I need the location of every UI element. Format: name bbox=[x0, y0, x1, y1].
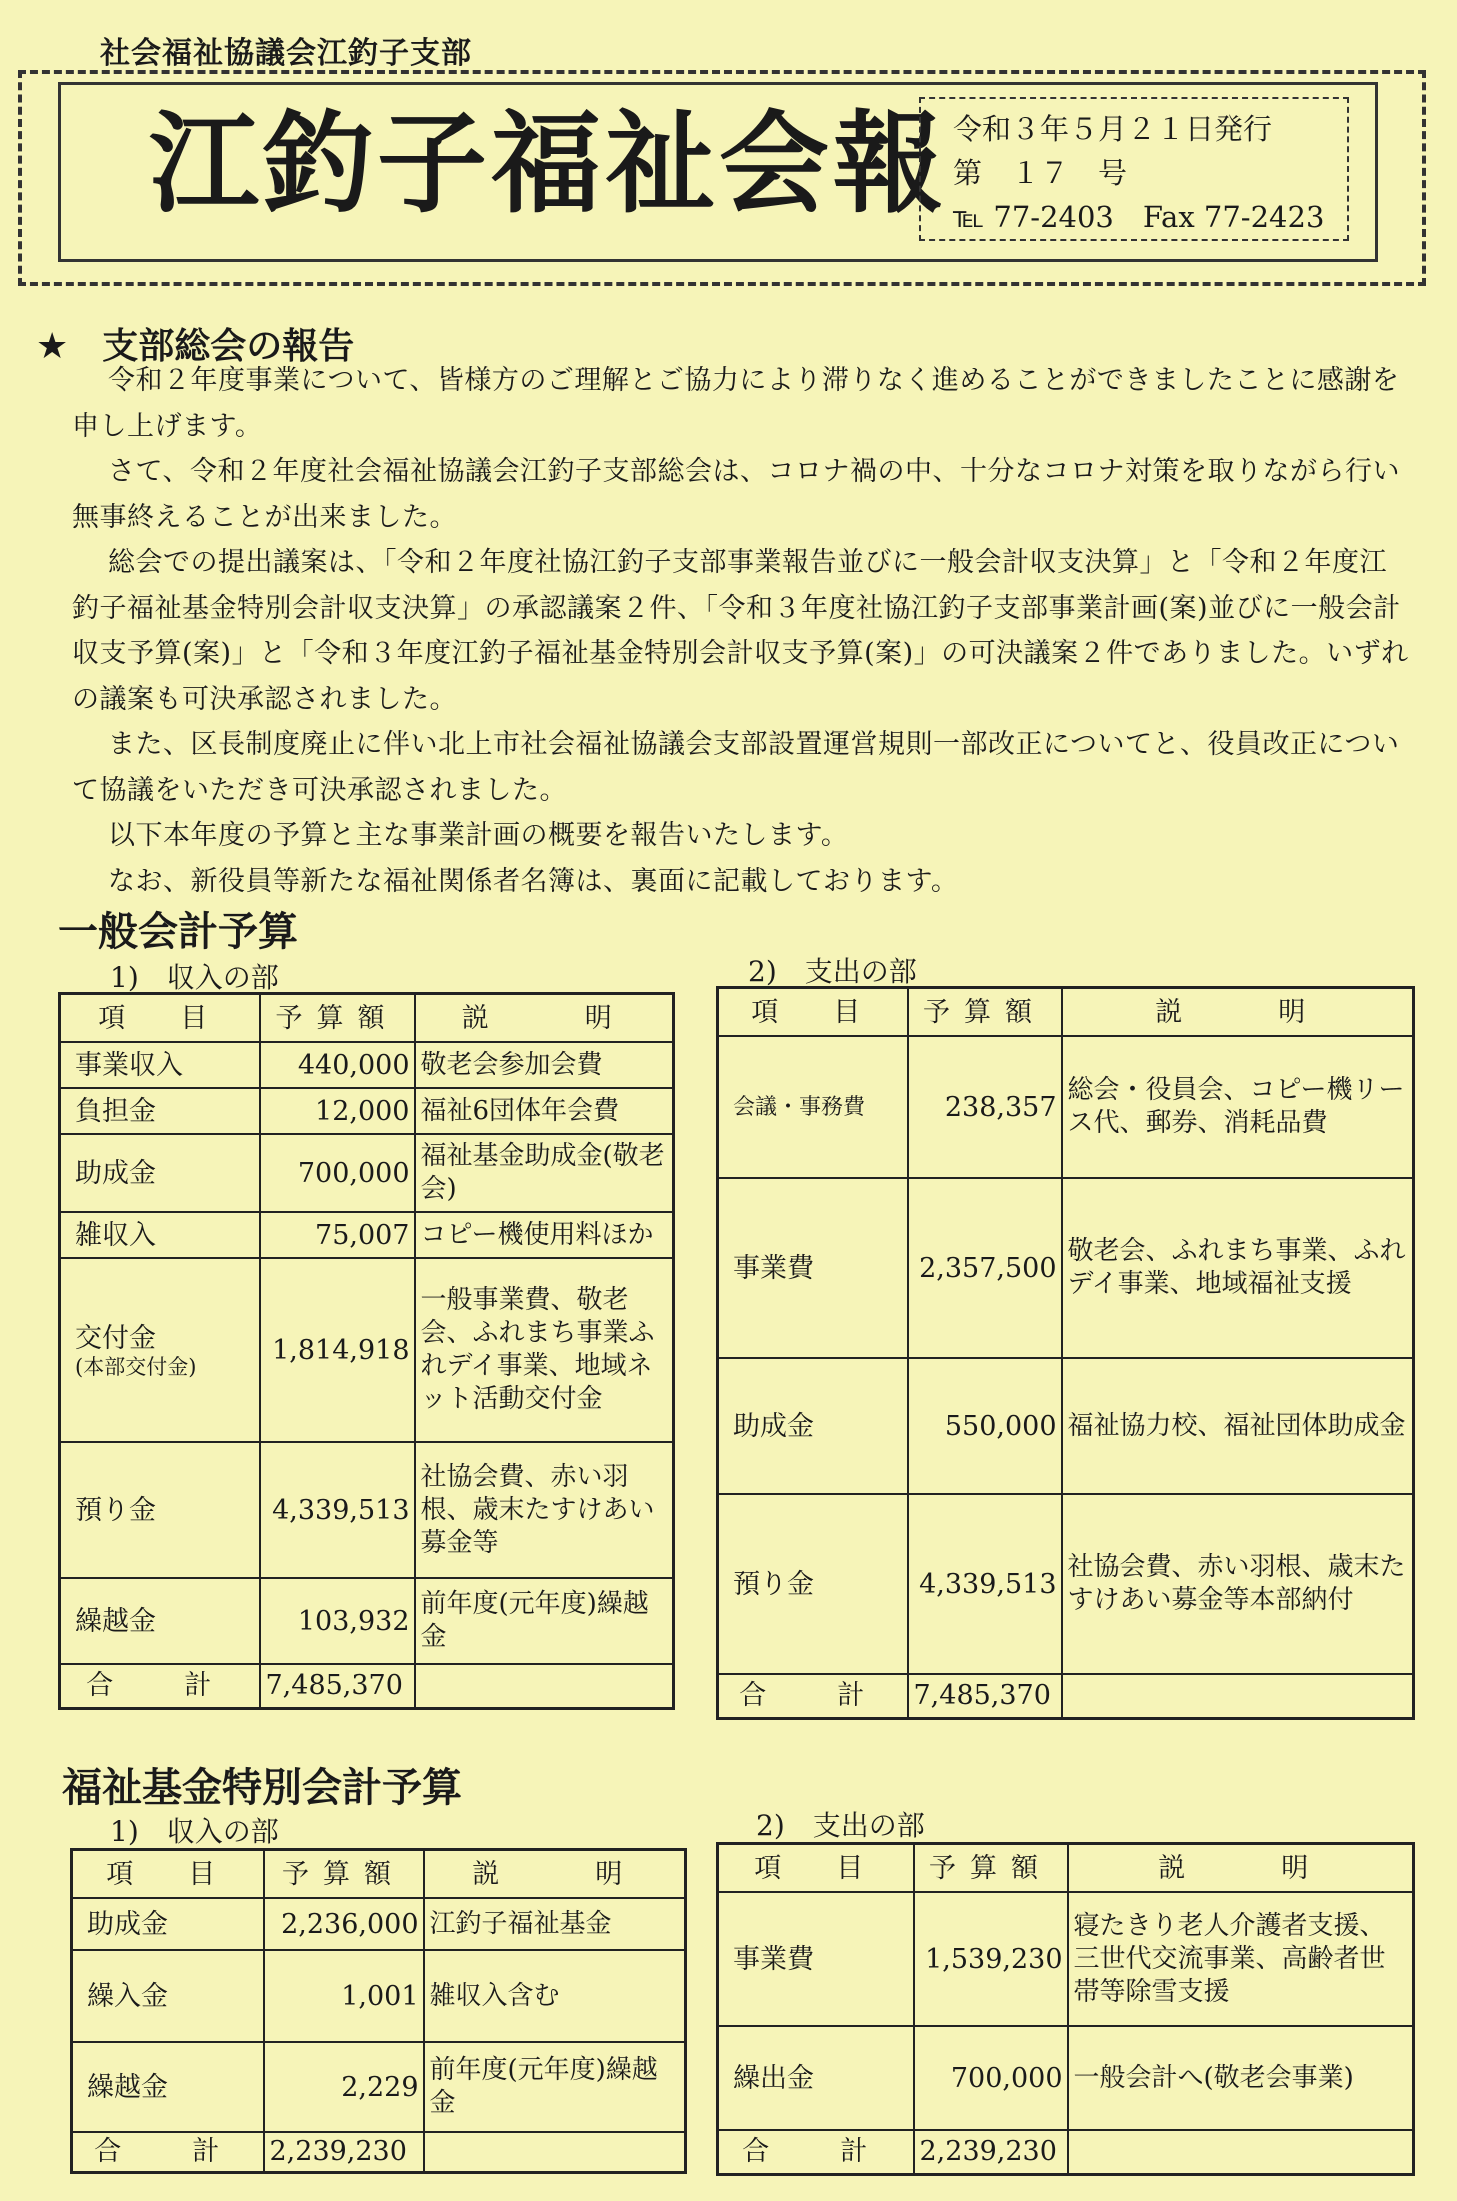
row-description: 社協会費、赤い羽根、歳末たすけあい募金等本部納付 bbox=[1062, 1494, 1414, 1674]
row-item: 助成金 bbox=[718, 1358, 908, 1494]
column-header-amount: 予算額 bbox=[264, 1850, 424, 1899]
row-description: 寝たきり老人介護者支援、三世代交流事業、高齢者世帯等除雪支援 bbox=[1068, 1892, 1414, 2026]
general-expense-table bbox=[716, 986, 1415, 1720]
report-paragraph: なお、新役員等新たな福祉関係者名簿は、裏面に記載しております。 bbox=[108, 865, 959, 897]
issue-date: 令和３年５月２１日発行 bbox=[953, 112, 1273, 146]
column-header-description: 説 明 bbox=[1068, 1844, 1414, 1893]
fund-expense-label: 2) 支出の部 bbox=[756, 1809, 925, 1842]
row-item: 預り金 bbox=[60, 1442, 260, 1578]
total-description bbox=[415, 1664, 674, 1708]
row-description: 敬老会、ふれまち事業、ふれデイ事業、地域福祉支援 bbox=[1062, 1178, 1414, 1358]
table-row bbox=[718, 1892, 1414, 2026]
column-header-item: 項 目 bbox=[718, 988, 908, 1037]
total-row bbox=[60, 1664, 674, 1708]
column-header-amount: 予算額 bbox=[914, 1844, 1068, 1893]
table-row bbox=[718, 1178, 1414, 1358]
total-label: 合 計 bbox=[72, 2132, 264, 2172]
row-amount: 2,236,000 bbox=[264, 1898, 424, 1950]
report-body bbox=[72, 358, 1412, 904]
table-row bbox=[72, 2042, 686, 2132]
column-header-item: 項 目 bbox=[60, 994, 260, 1043]
total-row bbox=[718, 2130, 1414, 2174]
column-header-amount: 予算額 bbox=[260, 994, 415, 1043]
row-item-note: (本部交付金) bbox=[75, 1354, 197, 1379]
total-label: 合 計 bbox=[718, 2130, 914, 2174]
row-description: 総会・役員会、コピー機リース代、郵券、消耗品費 bbox=[1062, 1036, 1414, 1178]
row-amount: 2,229 bbox=[264, 2042, 424, 2132]
row-amount: 75,007 bbox=[260, 1212, 415, 1258]
total-description bbox=[424, 2132, 686, 2172]
row-item: 会議・事務費 bbox=[718, 1036, 908, 1178]
row-amount: 12,000 bbox=[260, 1088, 415, 1134]
row-item-cell bbox=[60, 1258, 260, 1442]
total-description bbox=[1068, 2130, 1414, 2174]
total-description bbox=[1062, 1674, 1414, 1718]
table-row bbox=[60, 1134, 674, 1212]
table-row bbox=[60, 1088, 674, 1134]
table-row bbox=[60, 1042, 674, 1088]
row-amount: 1,539,230 bbox=[914, 1892, 1068, 2026]
row-description: 前年度(元年度)繰越金 bbox=[415, 1578, 674, 1664]
total-row bbox=[718, 1674, 1414, 1718]
table-row bbox=[72, 1950, 686, 2042]
newsletter-title: 江釣子福祉会報 bbox=[149, 100, 947, 228]
total-amount: 2,239,230 bbox=[914, 2130, 1068, 2174]
star-icon: ★ bbox=[36, 326, 69, 367]
report-paragraph: 以下本年度の予算と主な事業計画の概要を報告いたします。 bbox=[108, 820, 849, 851]
row-amount: 103,932 bbox=[260, 1578, 415, 1664]
report-heading-text: 支部総会の報告 bbox=[102, 326, 355, 367]
row-description: 福祉協力校、福祉団体助成金 bbox=[1062, 1358, 1414, 1494]
row-amount: 4,339,513 bbox=[908, 1494, 1062, 1674]
total-amount: 7,485,370 bbox=[260, 1664, 415, 1708]
general-income-table bbox=[58, 992, 675, 1710]
row-amount: 440,000 bbox=[260, 1042, 415, 1088]
row-description: 前年度(元年度)繰越金 bbox=[424, 2042, 686, 2132]
table-row bbox=[718, 1494, 1414, 1674]
table-row bbox=[60, 1212, 674, 1258]
row-amount: 4,339,513 bbox=[260, 1442, 415, 1578]
report-paragraph: また、区長制度廃止に伴い北上市社会福祉協議会支部設置運営規則一部改正についてと、役員改正について協議をいただき可決承認されました。 bbox=[72, 729, 1400, 806]
report-paragraph: 令和２年度事業について、皆様方のご理解とご協力により滞りなく進めることができましたことに感謝を申し上げます。 bbox=[72, 365, 1400, 442]
row-item: 繰越金 bbox=[72, 2042, 264, 2132]
table-row bbox=[60, 1442, 674, 1578]
row-item: 負担金 bbox=[60, 1088, 260, 1134]
row-item: 事業収入 bbox=[60, 1042, 260, 1088]
masthead bbox=[18, 70, 1426, 286]
column-header-description: 説 明 bbox=[1062, 988, 1414, 1037]
fund-income-label: 1) 収入の部 bbox=[110, 1815, 279, 1848]
total-amount: 7,485,370 bbox=[908, 1674, 1062, 1718]
table-row bbox=[60, 1258, 674, 1442]
row-item: 助成金 bbox=[72, 1898, 264, 1950]
row-description: 一般事業費、敬老会、ふれまち事業ふれデイ事業、地域ネット活動交付金 bbox=[415, 1258, 674, 1442]
row-item: 事業費 bbox=[718, 1892, 914, 2026]
row-description: 福祉基金助成金(敬老会) bbox=[415, 1134, 674, 1212]
row-description: 雑収入含む bbox=[424, 1950, 686, 2042]
row-item: 雑収入 bbox=[60, 1212, 260, 1258]
row-item: 交付金 bbox=[75, 1322, 156, 1354]
row-amount: 2,357,500 bbox=[908, 1178, 1062, 1358]
table-row bbox=[718, 1358, 1414, 1494]
row-description: 江釣子福祉基金 bbox=[424, 1898, 686, 1950]
table-row bbox=[718, 2026, 1414, 2130]
organization-name: 社会福祉協議会江釣子支部 bbox=[100, 36, 472, 71]
issue-info-box bbox=[919, 97, 1349, 241]
column-header-item: 項 目 bbox=[718, 1844, 914, 1893]
report-paragraph: 総会での提出議案は、「令和２年度社協江釣子支部事業報告並びに一般会計収支決算」と「令和２年度江釣子福祉基金特別会計収支決算」の承認議案２件、「令和３年度社協江釣子支部事業計画(案)並びに一般会計収支予算(案)」と「令和３年度江釣子福祉基金特別会計収支予算(案)」の可決議案２件でありました。いずれの議案も可決承認されました。 bbox=[72, 547, 1409, 715]
row-item: 繰越金 bbox=[60, 1578, 260, 1664]
issue-number: 第 １７ 号 bbox=[953, 156, 1128, 190]
row-amount: 238,357 bbox=[908, 1036, 1062, 1178]
fund-income-table bbox=[70, 1848, 687, 2174]
row-amount: 1,814,918 bbox=[260, 1258, 415, 1442]
general-budget-title: 一般会計予算 bbox=[58, 909, 298, 955]
fund-expense-table bbox=[716, 1842, 1415, 2176]
column-header-description: 説 明 bbox=[424, 1850, 686, 1899]
row-amount: 550,000 bbox=[908, 1358, 1062, 1494]
total-label: 合 計 bbox=[60, 1664, 260, 1708]
total-row bbox=[72, 2132, 686, 2172]
row-item: 繰入金 bbox=[72, 1950, 264, 2042]
general-income-label: 1) 収入の部 bbox=[110, 961, 279, 994]
row-item: 繰出金 bbox=[718, 2026, 914, 2130]
row-item: 助成金 bbox=[60, 1134, 260, 1212]
table-row bbox=[60, 1578, 674, 1664]
contact-numbers: ℡ 77-2403 Fax 77-2423 bbox=[953, 200, 1325, 234]
row-item: 事業費 bbox=[718, 1178, 908, 1358]
general-expense-label: 2) 支出の部 bbox=[748, 955, 917, 988]
row-description: コピー機使用料ほか bbox=[415, 1212, 674, 1258]
table-row bbox=[718, 1036, 1414, 1178]
row-amount: 700,000 bbox=[260, 1134, 415, 1212]
masthead-inner-frame bbox=[58, 82, 1378, 262]
fund-budget-title: 福祉基金特別会計予算 bbox=[62, 1765, 462, 1811]
row-amount: 1,001 bbox=[264, 1950, 424, 2042]
total-label: 合 計 bbox=[718, 1674, 908, 1718]
row-description: 福祉6団体年会費 bbox=[415, 1088, 674, 1134]
row-description: 一般会計へ(敬老会事業) bbox=[1068, 2026, 1414, 2130]
table-row bbox=[72, 1898, 686, 1950]
column-header-amount: 予算額 bbox=[908, 988, 1062, 1037]
row-description: 社協会費、赤い羽根、歳末たすけあい募金等 bbox=[415, 1442, 674, 1578]
column-header-item: 項 目 bbox=[72, 1850, 264, 1899]
total-amount: 2,239,230 bbox=[264, 2132, 424, 2172]
report-paragraph: さて、令和２年度社会福祉協議会江釣子支部総会は、コロナ禍の中、十分なコロナ対策を取りながら行い無事終えることが出来ました。 bbox=[72, 456, 1400, 533]
column-header-description: 説 明 bbox=[415, 994, 674, 1043]
row-amount: 700,000 bbox=[914, 2026, 1068, 2130]
row-description: 敬老会参加会費 bbox=[415, 1042, 674, 1088]
row-item: 預り金 bbox=[718, 1494, 908, 1674]
